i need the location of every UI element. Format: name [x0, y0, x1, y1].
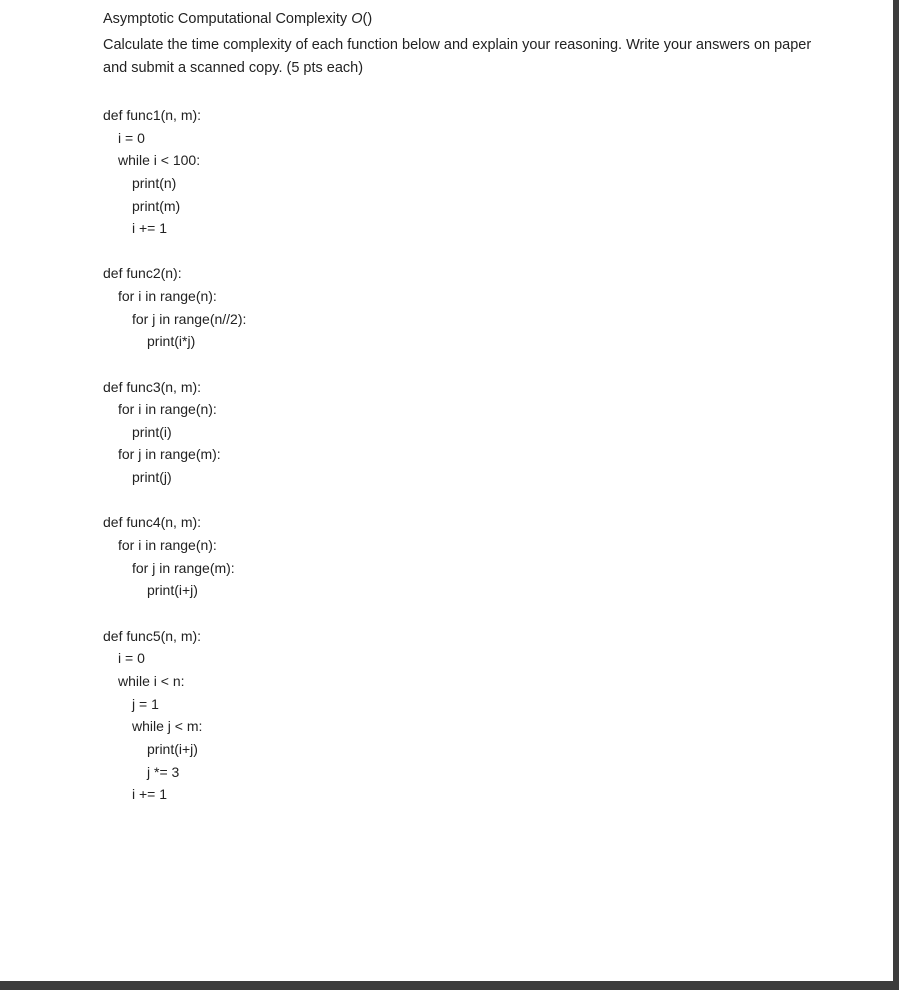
func3-line-5: print(j) [132, 469, 172, 485]
func1-line-5: print(m) [132, 198, 181, 214]
func2-line-2: for i in range(n): [118, 288, 217, 304]
func5-line-1: def func5(n, m): [103, 628, 202, 644]
viewer-frame-bottom [0, 981, 899, 990]
func3-line-3: print(i) [132, 424, 172, 440]
func2-line-4: print(i*j) [147, 333, 196, 349]
func5-line-3: while i < n: [118, 673, 185, 689]
func5-line-5: while j < m: [132, 718, 203, 734]
title-big-o: O [351, 11, 363, 27]
func5-line-8: i += 1 [132, 786, 168, 802]
viewer-frame-right [893, 0, 899, 990]
func5-line-4: j = 1 [132, 696, 159, 712]
func4-line-1: def func4(n, m): [103, 514, 202, 530]
func5-line-6: print(i+j) [147, 741, 198, 757]
instructions-paragraph: Calculate the time complexity of each function below and explain your reasoning. Write your answers on paper and submit a scanned copy. (5 pts each) [103, 37, 812, 76]
page-title [103, 10, 372, 28]
func1-line-1: def func1(n, m): [103, 107, 202, 123]
func2-line-3: for j in range(n//2): [132, 311, 247, 327]
func1-line-6: i += 1 [132, 220, 168, 236]
func1-line-3: while i < 100: [118, 152, 201, 168]
func3-line-2: for i in range(n): [118, 401, 217, 417]
func4-line-4: print(i+j) [147, 582, 198, 598]
func5-line-2: i = 0 [118, 650, 145, 666]
func1-line-2: i = 0 [118, 130, 145, 146]
func3-line-1: def func3(n, m): [103, 379, 202, 395]
func1-line-4: print(n) [132, 175, 177, 191]
func4-line-2: for i in range(n): [118, 537, 217, 553]
func5-line-7: j *= 3 [147, 764, 180, 780]
func3-line-4: for j in range(m): [118, 446, 221, 462]
func4-line-3: for j in range(m): [132, 560, 235, 576]
title-parens: () [362, 11, 373, 27]
title-text: Asymptotic Computational Complexity [103, 11, 352, 27]
func2-line-1: def func2(n): [103, 265, 182, 281]
